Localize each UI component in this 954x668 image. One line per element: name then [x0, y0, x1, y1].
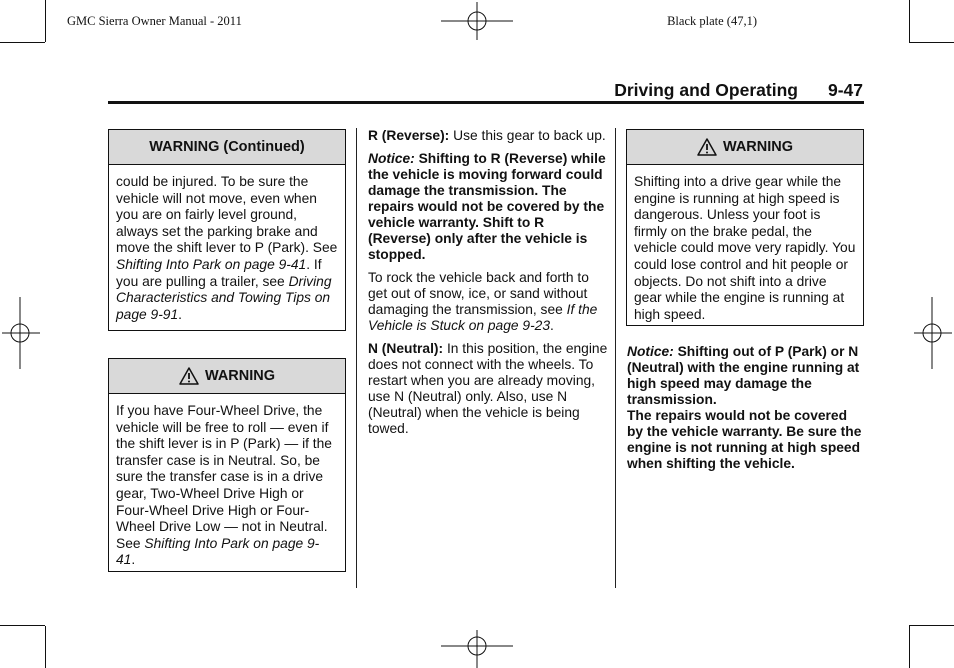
cross-reference-link[interactable]: Shifting Into Park on page 9-41 [116, 535, 320, 568]
body-text: If you have Four-Wheel Drive, the vehicle will be free to roll — even if the shift lever is in P (Park) — if the transfer case is in Neutral. So, be sure the transfer case is in a drive gear, Two-Wheel Drive High or Four-Wheel Drive High or Four-Wheel Drive Low — not in Neutral. See [116, 403, 332, 551]
right-column-notice [627, 344, 863, 472]
notice-paragraph [368, 151, 608, 263]
body-text: . [178, 306, 182, 322]
crop-mark [909, 0, 910, 42]
warning-body: Shifting into a drive gear while the engine is running at high speed is dangerous. Unless your foot is firmly on the brake pedal, the vehicle could move very rapidly. You could lose control and hit people or objects. Do not shift into a drive gear while the engine is running at high speed. [634, 174, 856, 322]
middle-column [368, 128, 608, 444]
plate-label: Black plate (47,1) [667, 14, 757, 28]
neutral-text: In this position, the engine does not connect with the wheels. To restart when you are already moving, use N (Neutral) only. Also, use N (Neutral) when the vehicle is being towed. [368, 341, 608, 436]
warning-continued-title: WARNING (Continued) [109, 130, 345, 165]
header-rule [108, 101, 864, 104]
crop-mark [45, 626, 46, 668]
four-wheel-drive-warning-box [108, 358, 346, 572]
notice-paragraph [627, 344, 863, 408]
warning-body [109, 394, 345, 575]
section-title: Driving and Operating [614, 80, 798, 100]
warning-continued-box [108, 129, 346, 331]
warning-icon [697, 138, 717, 156]
drive-gear-warning-box [626, 129, 864, 326]
notice-label: Notice: [627, 344, 674, 359]
crop-mark [909, 625, 954, 626]
warning-title: WARNING [722, 139, 794, 155]
notice-text: Shifting to R (Reverse) while the vehicle is moving forward could damage the transmission. The repairs would not be covered by the vehicle warranty. Shift to R (Reverse) only after the vehicle is stopped. [368, 151, 606, 262]
rock-paragraph [368, 270, 608, 334]
notice-text: The repairs would not be covered by the vehicle warranty. Be sure the engine is not running at high speed when shifting the vehicle. [627, 408, 862, 471]
registration-mark-icon [2, 297, 42, 369]
rock-end: . [550, 318, 554, 333]
body-text: . [131, 552, 136, 568]
registration-mark-icon [441, 628, 513, 668]
crop-mark [45, 0, 46, 42]
section-heading [614, 80, 863, 101]
reverse-text: Use this gear to back up. [449, 128, 606, 143]
body-text: could be injured. To be sure the vehicle will not move, even when you are on fairly level ground, always set the parking brake and move the shift lever to P (Park). See [116, 174, 338, 256]
registration-mark-icon [912, 297, 952, 369]
column-divider [356, 128, 357, 588]
crop-mark [0, 625, 45, 626]
reverse-label: R (Reverse): [368, 128, 450, 143]
manual-title: GMC Sierra Owner Manual - 2011 [67, 14, 242, 28]
warning-icon [179, 367, 199, 385]
crop-mark [0, 42, 45, 43]
cross-reference-link[interactable]: Driving Characteristics and Towing Tips on page 9-91 [116, 273, 332, 322]
notice-text: Shifting out of P (Park) or N (Neutral) with the engine running at high speed may damage the transmission. [627, 344, 860, 407]
reverse-paragraph [368, 128, 608, 144]
warning-header [109, 359, 345, 394]
column-divider [615, 128, 616, 588]
page-number: 9-47 [827, 80, 863, 100]
crop-mark [909, 42, 954, 43]
cross-reference-link[interactable]: Shifting Into Park on page 9-41 [116, 256, 307, 272]
warning-continued-body [109, 165, 345, 329]
cross-reference-link[interactable]: If the Vehicle is Stuck on page 9-23 [368, 302, 598, 333]
neutral-paragraph [368, 341, 608, 437]
body-text: . If you are pulling a trailer, see [116, 256, 322, 289]
neutral-label: N (Neutral): [368, 341, 444, 356]
rock-text: To rock the vehicle back and forth to get out of snow, ice, or sand without damaging the transmission, see [368, 270, 589, 317]
registration-mark-icon [441, 2, 513, 42]
warning-title: WARNING [204, 368, 276, 384]
notice-label: Notice: [368, 151, 415, 166]
crop-mark [909, 626, 910, 668]
warning-header [627, 130, 863, 165]
